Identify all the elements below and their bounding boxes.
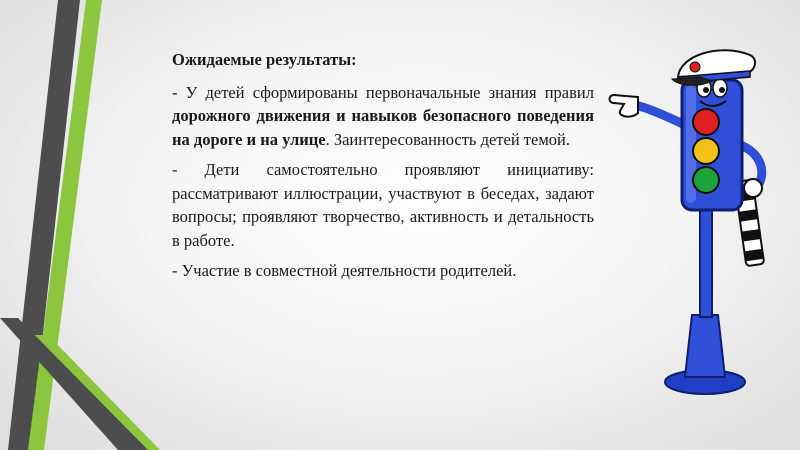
right-pupil	[719, 87, 725, 93]
paragraph-1-text-after: . Заинтересованность детей темой.	[325, 129, 570, 149]
base-stand	[685, 315, 725, 377]
yellow-light	[693, 138, 719, 164]
left-pupil	[703, 87, 709, 93]
pointing-glove	[610, 95, 639, 117]
slide-heading: Ожидаемые результаты:	[172, 50, 357, 69]
traffic-light-character-icon	[600, 25, 790, 405]
result-paragraph-3: - Участие в совместной деятельности родителей.	[172, 261, 517, 280]
result-paragraph-2: - Дети самостоятельно проявляют инициативу: рассматривают иллюстрации, участвуют в беседах, задают вопросы; проявляют творчество, активность и детальность в работе.	[172, 160, 594, 250]
red-light	[693, 109, 719, 135]
green-light	[693, 167, 719, 193]
paragraph-1-bold-text: дорожного движения и навыков безопасного поведения на дороге и на улице	[172, 106, 594, 149]
result-paragraph-1	[172, 81, 594, 152]
expected-results-text	[172, 48, 594, 290]
paragraph-1-text-before: - У детей сформированы первоначальные знания правил	[172, 82, 594, 102]
left-arm	[635, 105, 685, 125]
cap-badge	[690, 62, 700, 72]
right-hand	[744, 179, 762, 197]
pole	[700, 205, 712, 317]
